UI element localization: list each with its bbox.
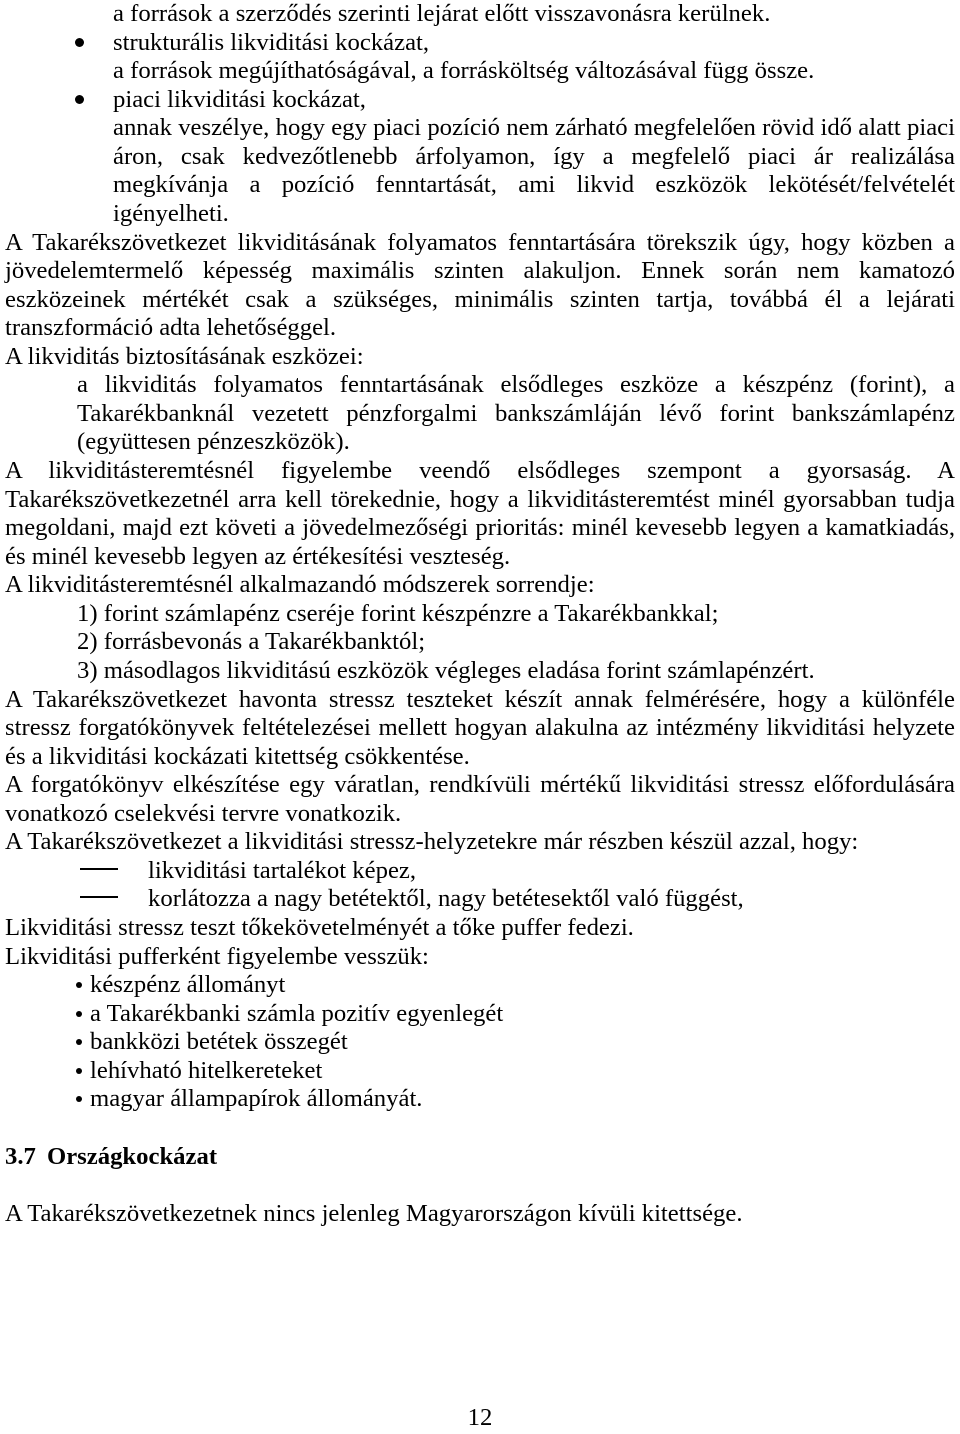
- list-item: [90, 1028, 955, 1057]
- paragraph-text: A Takarékszövetkezet likviditásának folyamatos fenntartására törekszik úgy, hogy közben a: [5, 228, 955, 256]
- paragraph-liquidity-tools: [0, 343, 960, 457]
- method-text: 3) másodlagos likviditású eszközök végleges eladása forint számlapénzért.: [77, 656, 815, 684]
- list-item: [113, 29, 955, 58]
- section-number: 3.7: [5, 1142, 36, 1170]
- paragraph-line: [77, 428, 955, 457]
- paragraph-liquidity-creation: [0, 457, 960, 571]
- risk-type-description-line: [113, 171, 955, 200]
- list-item: [90, 1057, 955, 1086]
- description-text: annak veszélye, hogy egy piaci pozíció nem zárható megfelelően rövid idő alatt piaci: [113, 114, 955, 142]
- paragraph-line: [5, 543, 955, 572]
- paragraph-text: eszközeinek mértékét csak a szükséges, minimális szinten tartja, továbbá él a lejárati: [5, 285, 955, 313]
- paragraph-text: A Takarékszövetkezet a likviditási stressz-helyzetekre már részben készül azzal, hogy:: [5, 828, 859, 856]
- paragraph-line: [5, 486, 955, 515]
- description-text: áron, csak kedvezőtlenebb árfolyamon, így a megfelelő piaci ár realizálása: [113, 142, 955, 170]
- paragraph-text: transzformáció adta lehetőséggel.: [5, 314, 337, 342]
- paragraph-liquidity-policy: [0, 229, 960, 343]
- risk-type-description-line: [113, 143, 955, 172]
- continuation-text: a források a szerződés szerinti lejárat előtt visszavonásra kerülnek.: [113, 0, 771, 27]
- method-text: 1) forint számlapénz cseréje forint készpénzre a Takarékbankkal;: [77, 599, 719, 627]
- paragraph-text: A likviditásteremtésnél figyelembe veendő elsődleges szempont a gyorsaság. A: [5, 457, 955, 484]
- preparation-list: [0, 828, 960, 914]
- description-text: a források megújíthatóságával, a forrásköltség változásával függ össze.: [113, 57, 815, 85]
- paragraph-line: [77, 400, 955, 429]
- list-item: [90, 1000, 955, 1029]
- list-item: [113, 86, 955, 115]
- risk-type-description-line: [113, 57, 955, 86]
- paragraph-text: jövedelemtermelő képesség maximális szinten alakuljon. Ennek során nem kamatozó: [5, 257, 955, 285]
- paragraph-text: és minél kevesebb legyen az értékesítési veszteség.: [5, 542, 511, 570]
- paragraph-text: vonatkozó cselekvési tervre vonatkozik.: [5, 799, 402, 827]
- paragraph-text: a likviditás folyamatos fenntartásának elsődleges eszköze a készpénz (forint), a: [77, 371, 955, 399]
- risk-type-description-line: [113, 200, 955, 229]
- list-item: [77, 628, 955, 657]
- page-number: 12: [467, 1404, 493, 1431]
- list-item-continuation: [113, 0, 955, 29]
- list-item-text: lehívható hitelkereteket: [90, 1056, 323, 1084]
- list-item-text: magyar állampapírok állományát.: [90, 1085, 423, 1113]
- paragraph-line: [5, 314, 955, 343]
- description-text: megkívánja a pozíció fenntartását, ami likvid eszközök lekötését/felvételét: [113, 171, 955, 199]
- bullet-icon: [75, 38, 84, 47]
- paragraph-line: [5, 800, 955, 829]
- risk-type-title: strukturális likviditási kockázat,: [113, 28, 430, 56]
- section-paragraph: [5, 1200, 955, 1229]
- paragraph-text: Takarékbanknál vezetett pénzforgalmi bankszámláján lévő forint bankszámlapénz: [77, 399, 955, 427]
- list-item: [90, 971, 955, 1000]
- buffer-list: [0, 943, 960, 1114]
- risk-type-title: piaci likviditási kockázat,: [113, 85, 366, 113]
- paragraph-line: [5, 714, 955, 743]
- paragraph-line: [5, 943, 955, 972]
- dash-icon: [80, 896, 118, 898]
- bullet-icon: [76, 1039, 82, 1045]
- paragraph-line: [77, 371, 955, 400]
- paragraph-text: A Takarékszövetkezet havonta stressz teszteket készít annak felmérésére, hogy a különféle: [5, 685, 955, 713]
- list-item-text: készpénz állományt: [90, 971, 286, 999]
- paragraph-line: [5, 828, 955, 857]
- paragraph-stress-test: [0, 686, 960, 772]
- spacer: [0, 1114, 960, 1143]
- paragraph-heading: [5, 343, 955, 372]
- paragraph-text: Takarékszövetkezetnél arra kell törekednie, hogy a likviditásteremtést minél gyorsabban tudja: [5, 485, 955, 513]
- paragraph-text: Likviditási pufferként figyelembe vesszük:: [5, 942, 429, 970]
- method-text: 2) forrásbevonás a Takarékbanktól;: [77, 628, 426, 656]
- paragraph-text: A Takarékszövetkezetnek nincs jelenleg Magyarországon kívüli kitettsége.: [5, 1199, 743, 1227]
- risk-type-description-line: [113, 114, 955, 143]
- paragraph-text: Likviditási stressz teszt tőkekövetelményét a tőke puffer fedezi.: [5, 914, 634, 941]
- risk-type-list: [0, 0, 960, 229]
- paragraph-text: A forgatókönyv elkészítése egy váratlan, rendkívüli mértékű likviditási stressz előfordulására: [5, 771, 955, 799]
- paragraph-capital-requirement: [5, 914, 955, 943]
- heading-text: A likviditás biztosításának eszközei:: [5, 342, 364, 370]
- heading-text: A likviditásteremtésnél alkalmazandó módszerek sorrendje:: [5, 571, 595, 599]
- methods-list: [0, 571, 960, 685]
- paragraph-line: [5, 257, 955, 286]
- list-item-text: korlátozza a nagy betétektől, nagy betétesektől való függést,: [148, 885, 744, 913]
- paragraph-heading: [5, 571, 955, 600]
- paragraph-line: [5, 229, 955, 258]
- list-item-text: likviditási tartalékot képez,: [148, 856, 417, 884]
- paragraph-line: [5, 771, 955, 800]
- list-item-text: bankközi betétek összegét: [90, 1028, 348, 1056]
- section-heading: [5, 1143, 955, 1172]
- list-item: [148, 857, 955, 886]
- paragraph-line: [5, 457, 955, 486]
- list-item: [90, 1085, 955, 1114]
- paragraph-line: [5, 686, 955, 715]
- paragraph-line: [5, 286, 955, 315]
- description-text: igényelheti.: [113, 199, 229, 227]
- bullet-icon: [75, 95, 84, 104]
- list-item: [148, 885, 955, 914]
- section-title: Országkockázat: [47, 1142, 218, 1170]
- paragraph-text: megoldani, majd ezt követi a jövedelmezőségi prioritás: minél kevesebb legyen a kamatkiadás,: [5, 514, 955, 542]
- paragraph-line: [5, 514, 955, 543]
- bullet-icon: [76, 1096, 82, 1102]
- paragraph-text: stressz forgatókönyvek feltételezései mellett hogyan alakulna az intézmény likviditási helyzete: [5, 714, 955, 742]
- paragraph-text: (együttesen pénzeszközök).: [77, 428, 350, 456]
- bullet-icon: [76, 982, 82, 988]
- list-item: [77, 600, 955, 629]
- spacer: [0, 1171, 960, 1200]
- paragraph-text: és a likviditási kockázati kitettség csökkentése.: [5, 742, 470, 770]
- paragraph-scenario: [0, 771, 960, 828]
- list-item-text: a Takarékbanki számla pozitív egyenlegét: [90, 999, 504, 1027]
- bullet-icon: [76, 1011, 82, 1017]
- paragraph-line: [5, 743, 955, 772]
- bullet-icon: [76, 1068, 82, 1074]
- list-item: [77, 657, 955, 686]
- dash-icon: [80, 868, 118, 870]
